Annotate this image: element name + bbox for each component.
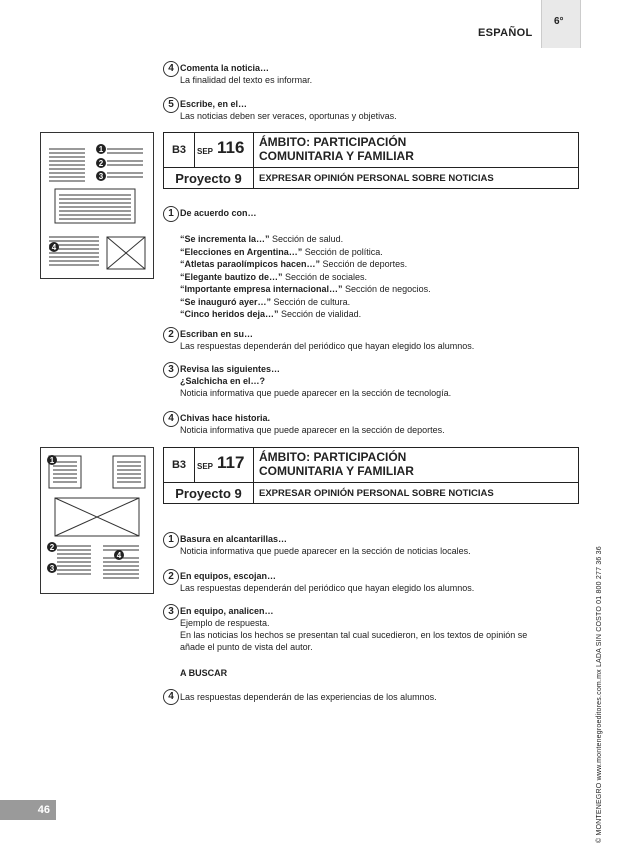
- project-box-116: [163, 132, 579, 189]
- project-box-117: [163, 447, 579, 504]
- ambito-title: [259, 135, 414, 163]
- item-title: Revisa las siguientes…: [180, 364, 281, 374]
- item-escriban: [180, 328, 580, 352]
- sep-page-number: 116: [217, 138, 245, 157]
- project-description: EXPRESAR OPINIÓN PERSONAL SOBRE NOTICIAS: [259, 173, 494, 184]
- ambito-line-2: COMUNITARIA Y FAMILIAR: [259, 149, 414, 163]
- item-text: Noticia informativa que puede aparecer en la sección de noticias locales.: [180, 546, 471, 556]
- svg-text:3: 3: [98, 172, 104, 181]
- item-chivas: [180, 412, 580, 436]
- item-number: 4: [163, 689, 179, 705]
- sep-label: SEP: [197, 462, 214, 471]
- svg-text:2: 2: [98, 159, 104, 168]
- list-item: “Atletas paraolímpicos hacen…” Sección de deportes.: [180, 259, 408, 269]
- ambito-line-1: ÁMBITO: PARTICIPACIÓN: [259, 450, 407, 464]
- svg-text:4: 4: [116, 551, 122, 560]
- sep-label: SEP: [197, 147, 214, 156]
- project-description: EXPRESAR OPINIÓN PERSONAL SOBRE NOTICIAS: [259, 488, 494, 499]
- item-analicen: [180, 605, 580, 653]
- item-subtitle: ¿Salchicha en el…?: [180, 376, 266, 386]
- item-escribe: [180, 98, 580, 122]
- item-number: 3: [163, 362, 179, 378]
- item-number: 1: [163, 532, 179, 548]
- ambito-line-1: ÁMBITO: PARTICIPACIÓN: [259, 135, 407, 149]
- svg-text:1: 1: [49, 456, 55, 465]
- ambito-line-2: COMUNITARIA Y FAMILIAR: [259, 464, 414, 478]
- item-title: En equipos, escojan…: [180, 571, 277, 581]
- item-number: 1: [163, 206, 179, 222]
- list-item: “Importante empresa internacional…” Sección de negocios.: [180, 284, 431, 294]
- item-title: Escribe, en el…: [180, 99, 248, 109]
- list-item: “Elegante bautizo de…” Sección de sociales.: [180, 271, 368, 282]
- svg-text:2: 2: [49, 543, 55, 552]
- svg-text:3: 3: [49, 564, 55, 573]
- project-row: [164, 482, 578, 504]
- item-title: Comenta la noticia…: [180, 63, 270, 73]
- item-basura: [180, 533, 580, 557]
- item-text: La finalidad del texto es informar.: [180, 75, 313, 85]
- project-label: Proyecto 9: [164, 483, 254, 504]
- item-number: 5: [163, 97, 179, 113]
- list-item: “Elecciones en Argentina…” Sección de política.: [180, 246, 383, 257]
- item-number: 4: [163, 411, 179, 427]
- item-text: añade el punto de vista del autor.: [180, 642, 313, 652]
- item-number: 2: [163, 327, 179, 343]
- page-number-badge: [0, 800, 56, 820]
- grade-label: 6°: [554, 16, 564, 27]
- item-text: Noticia informativa que puede aparecer en la sección de tecnología.: [180, 388, 452, 398]
- item-text: Las respuestas dependerán del periódico que hayan elegido los alumnos.: [180, 583, 475, 593]
- item-text: Ejemplo de respuesta.: [180, 618, 270, 628]
- item-title: De acuerdo con…: [180, 208, 257, 218]
- item-number: 3: [163, 604, 179, 620]
- item-number: 2: [163, 569, 179, 585]
- block-label: B3: [164, 133, 195, 167]
- thumbnail-layout-icon: [41, 448, 153, 593]
- item-comenta: [180, 62, 580, 86]
- project-label: Proyecto 9: [164, 168, 254, 189]
- page-number: 46: [37, 804, 50, 816]
- svg-text:1: 1: [98, 145, 104, 154]
- thumbnail-layout-icon: [41, 133, 153, 278]
- item-title: Chivas hace historia.: [180, 413, 271, 423]
- item-text: En las noticias los hechos se presentan tal cual sucedieron, en los textos de opinión se: [180, 630, 528, 640]
- sep-page-number: 117: [217, 453, 245, 472]
- item-title: Basura en alcantarillas…: [180, 534, 288, 544]
- item-title: Escriban en su…: [180, 329, 254, 339]
- item-text: Noticia informativa que puede aparecer en la sección de deportes.: [180, 425, 445, 435]
- ambito-title: [259, 450, 414, 478]
- item-text: Las respuestas dependerán de las experiencias de los alumnos.: [180, 692, 437, 702]
- headline-list: [180, 233, 431, 321]
- item-number: 4: [163, 61, 179, 77]
- svg-text:4: 4: [51, 243, 57, 252]
- item-de-acuerdo: [180, 207, 580, 219]
- list-item: “Se incrementa la…” Sección de salud.: [180, 234, 344, 244]
- block-label: B3: [164, 448, 195, 482]
- item-equipos: [180, 570, 580, 594]
- item-text: Las respuestas dependerán del periódico que hayan elegido los alumnos.: [180, 341, 475, 351]
- list-item: “Cinco heridos deja…” Sección de vialidad.: [180, 309, 362, 319]
- project-row: [164, 167, 578, 189]
- item-title: En equipo, analicen…: [180, 606, 274, 616]
- publisher-credit: © MONTENEGRO www.montenegroeditores.com.mx LADA SIN COSTO 01 800 277 36 36: [596, 546, 603, 843]
- item-text: Las noticias deben ser veraces, oportunas y objetivas.: [180, 111, 397, 121]
- sep-page: [195, 448, 254, 482]
- item-revisa: [180, 363, 580, 399]
- sep-page: [195, 133, 254, 167]
- a-buscar-heading: A BUSCAR: [180, 668, 228, 678]
- page-thumbnail-116: [40, 132, 154, 279]
- list-item: “Se inauguró ayer…” Sección de cultura.: [180, 296, 351, 307]
- item-experiencias: [180, 691, 580, 703]
- page-thumbnail-117: [40, 447, 154, 594]
- subject-title: ESPAÑOL: [478, 27, 533, 39]
